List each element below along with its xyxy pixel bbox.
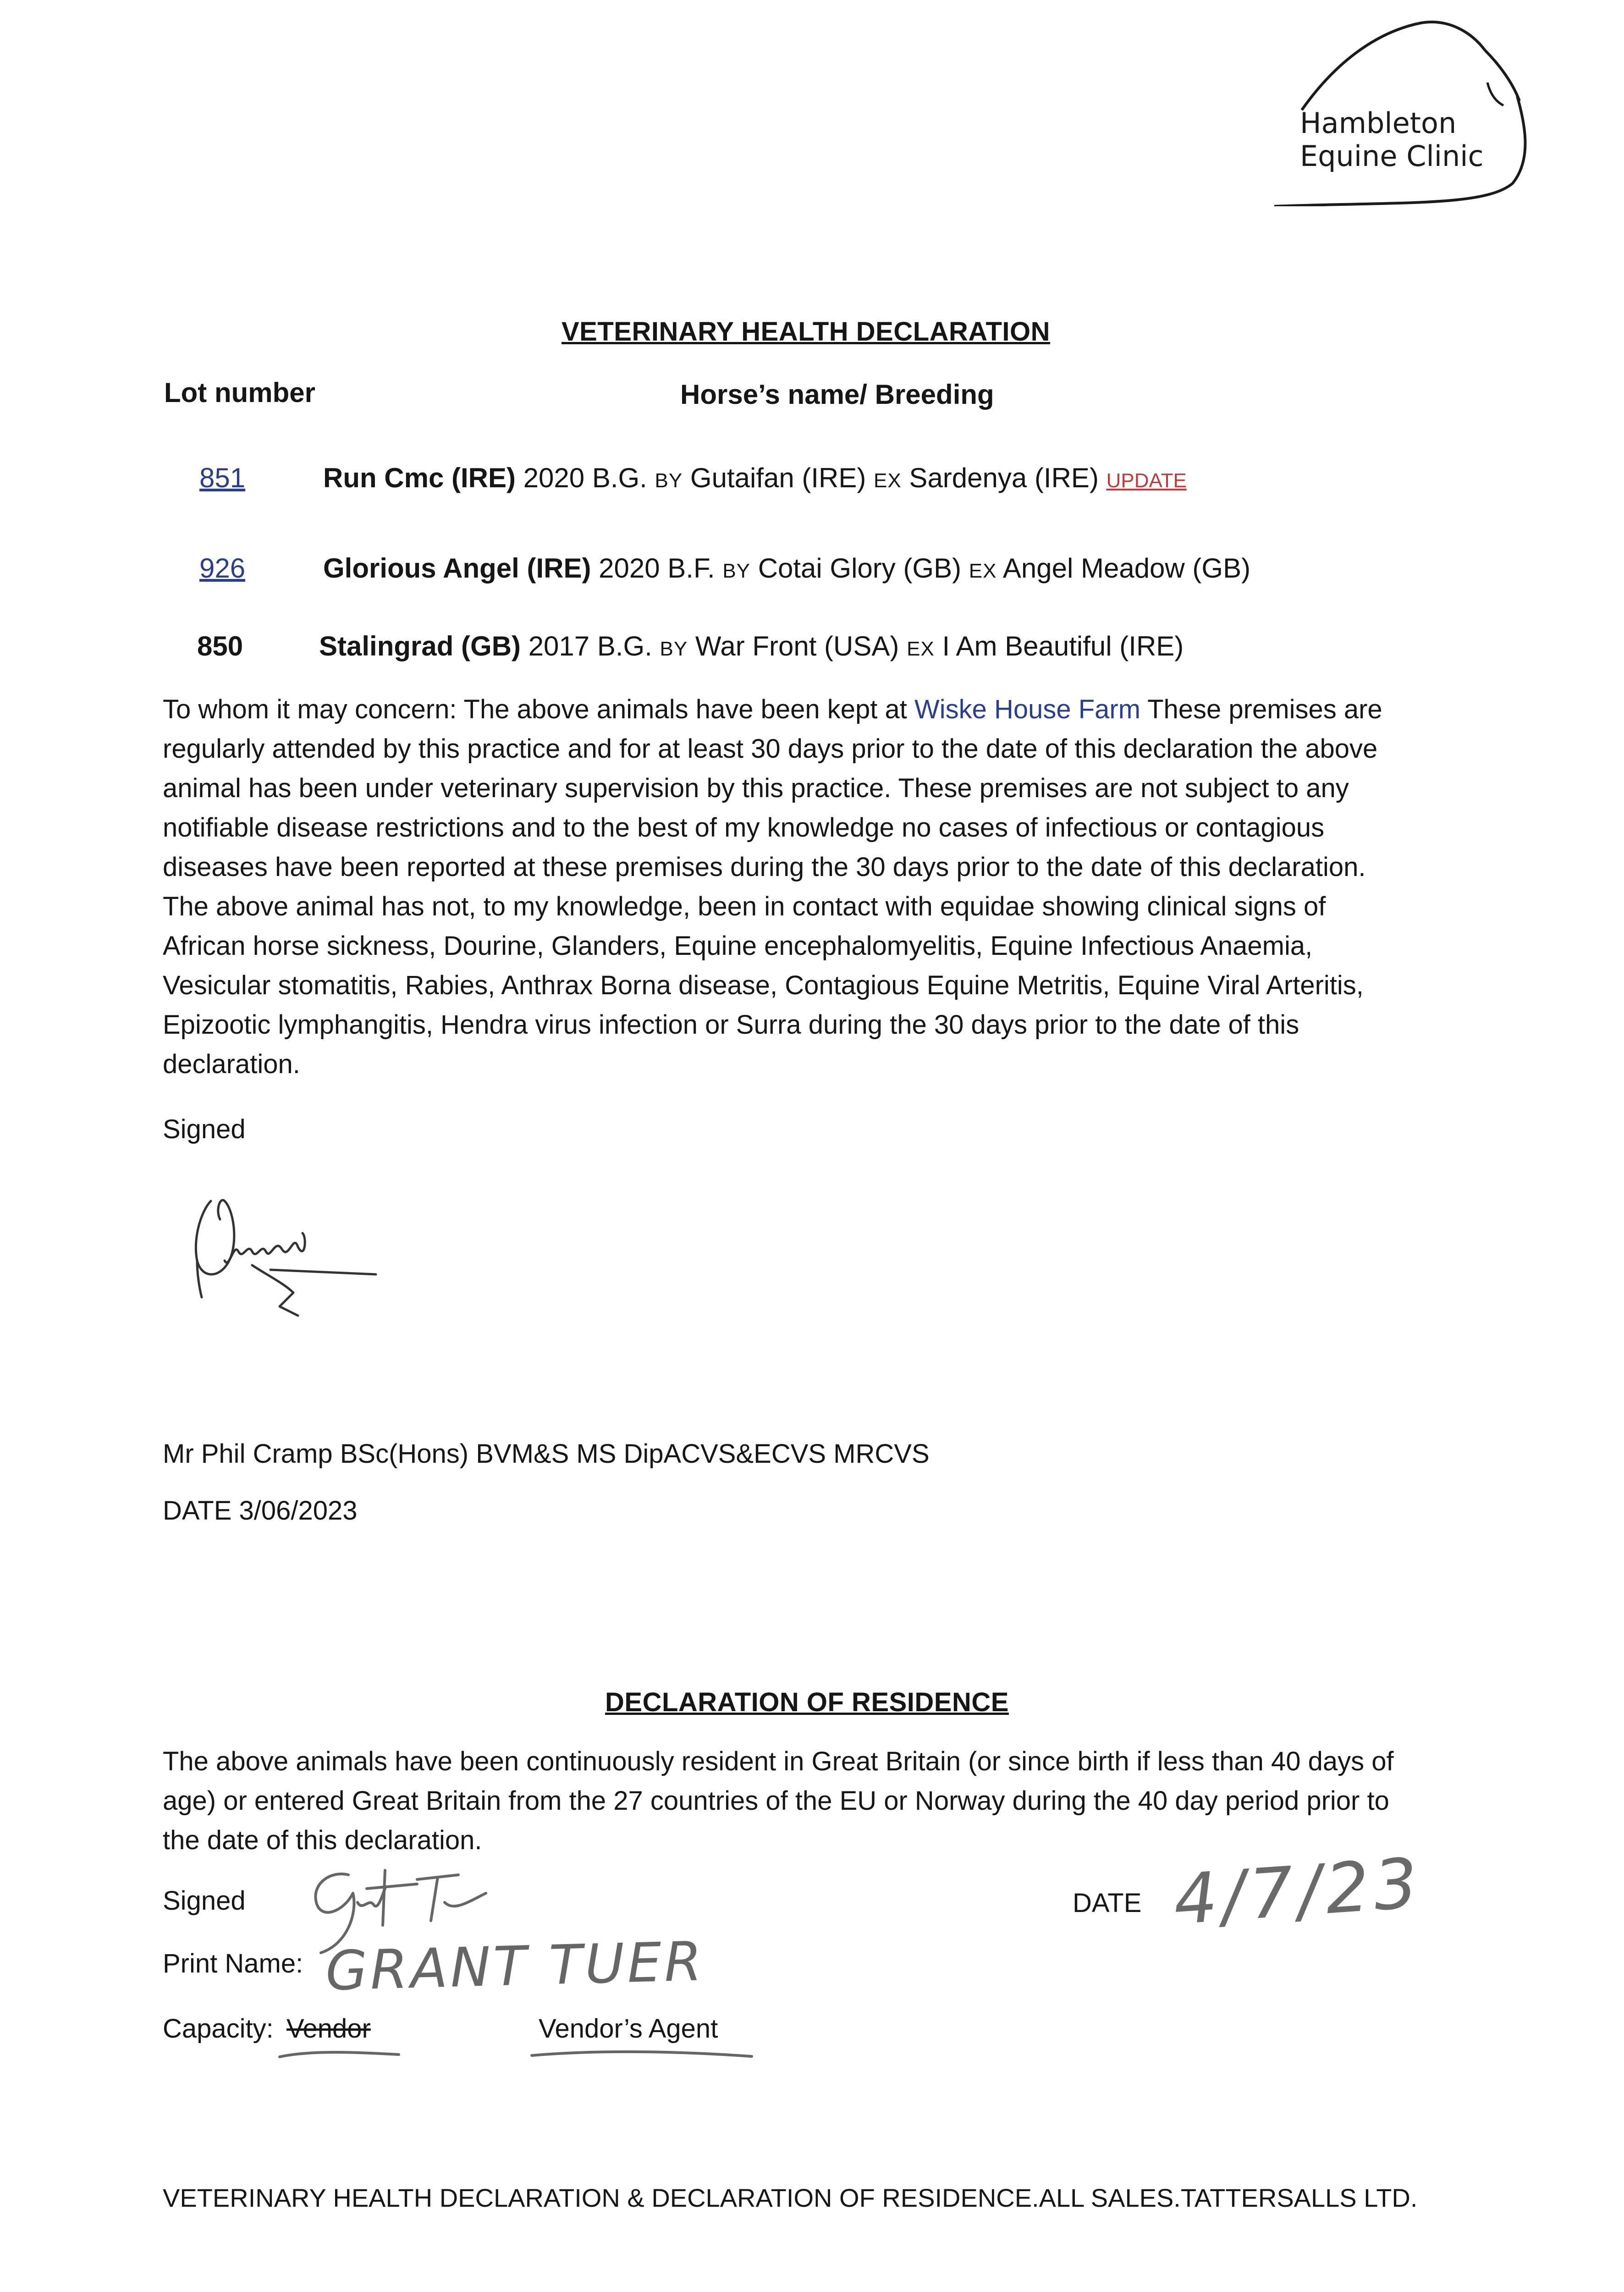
capacity-agent: Vendor’s Agent [539, 2014, 718, 2044]
print-name-handwritten: GRANT TUER [325, 1929, 705, 2003]
declaration-pre: To whom it may concern: The above animals have been kept at [163, 694, 914, 724]
lot-number: 926 [199, 553, 246, 584]
capacity-label: Capacity: [163, 2014, 274, 2044]
horse-name: Stalingrad (GB) [319, 631, 521, 661]
health-declaration-text [163, 690, 1409, 1084]
ex-label: EX [907, 638, 935, 660]
residence-text: The above animals have been continuously resident in Great Britain (or since birth if less than 40 days of age) or entered Great Britain from the 27 countries of the EU or Norway during the 40 day period prior to the date of this declaration. [163, 1747, 1394, 1855]
horse-name: Glorious Angel (IRE) [323, 553, 591, 584]
vet-signed-label: Signed [163, 1114, 246, 1144]
vendor-underline [275, 2045, 403, 2064]
lot-number: 850 [197, 631, 243, 661]
sire: Cotai Glory (GB) [758, 553, 962, 584]
residence-date-handwritten: 4/7/23 [1171, 1843, 1425, 1940]
vet-name: Mr Phil Cramp BSc(Hons) BVM&S MS DipACVS&ECVS MRCVS [163, 1439, 930, 1469]
farm-name: Wiske House Farm [914, 694, 1141, 724]
by-label: BY [655, 469, 683, 492]
lot-number-header: Lot number [164, 377, 315, 408]
residence-signed-label: Signed [163, 1886, 246, 1916]
year-sex: 2017 B.G. [528, 631, 652, 661]
residence-date-label: DATE [1073, 1888, 1142, 1918]
lot-number: 851 [199, 463, 246, 493]
lot-row [197, 630, 1184, 662]
year-sex: 2020 B.G. [523, 463, 647, 493]
document-title: VETERINARY HEALTH DECLARATION [562, 317, 1051, 347]
by-label: BY [660, 638, 688, 660]
sire: Gutaifan (IRE) [690, 463, 866, 493]
agent-underline [527, 2045, 756, 2064]
lot-row [199, 552, 1250, 584]
clinic-logo [1256, 14, 1549, 206]
horse-name-header: Horse’s name/ Breeding [680, 379, 994, 410]
update-link[interactable]: UPDATE [1106, 469, 1187, 492]
horse-name: Run Cmc (IRE) [323, 463, 516, 493]
sire: War Front (USA) [695, 631, 899, 661]
logo-line-1: Hambleton [1300, 106, 1457, 140]
logo-line-2: Equine Clinic [1300, 139, 1484, 173]
declaration-post: These premises are regularly attended by this practice and for at least 30 days prior to the date of this declaration the above animal has been under veterinary supervision by this practice. These premises are not subject to any notifiable disease restrictions and to the best of my knowledge no cases of infectious or contagious diseases have been reported at these premises during the 30 days prior to the date of this declaration. The above animal has not, to my knowledge, been in contact with equidae showing clinical signs of African horse sickness, Dourine, Glanders, Equine encephalomyelitis, Equine Infectious Anaemia, Vesicular stomatitis, Rabies, Anthrax Borna disease, Contagious Equine Metritis, Equine Viral Arteritis, Epizootic lymphangitis, Hendra virus infection or Surra during the 30 days prior to the date of this declaration. [163, 694, 1382, 1079]
by-label: BY [722, 560, 751, 582]
lot-row [199, 462, 1187, 494]
dam: Angel Meadow (GB) [1002, 553, 1251, 584]
vet-signature [179, 1183, 390, 1334]
dam: Sardenya (IRE) [909, 463, 1099, 493]
vet-date: DATE 3/06/2023 [163, 1496, 358, 1526]
print-name-label: Print Name: [163, 1949, 303, 1978]
ex-label: EX [874, 469, 902, 492]
residence-title: DECLARATION OF RESIDENCE [605, 1687, 1009, 1717]
footer-text: VETERINARY HEALTH DECLARATION & DECLARATION OF RESIDENCE.ALL SALES.TATTERSALLS LTD. [163, 2183, 1418, 2212]
year-sex: 2020 B.F. [599, 553, 715, 584]
ex-label: EX [969, 560, 997, 582]
capacity-vendor: Vendor [286, 2014, 371, 2044]
dam: I Am Beautiful (IRE) [942, 631, 1184, 661]
